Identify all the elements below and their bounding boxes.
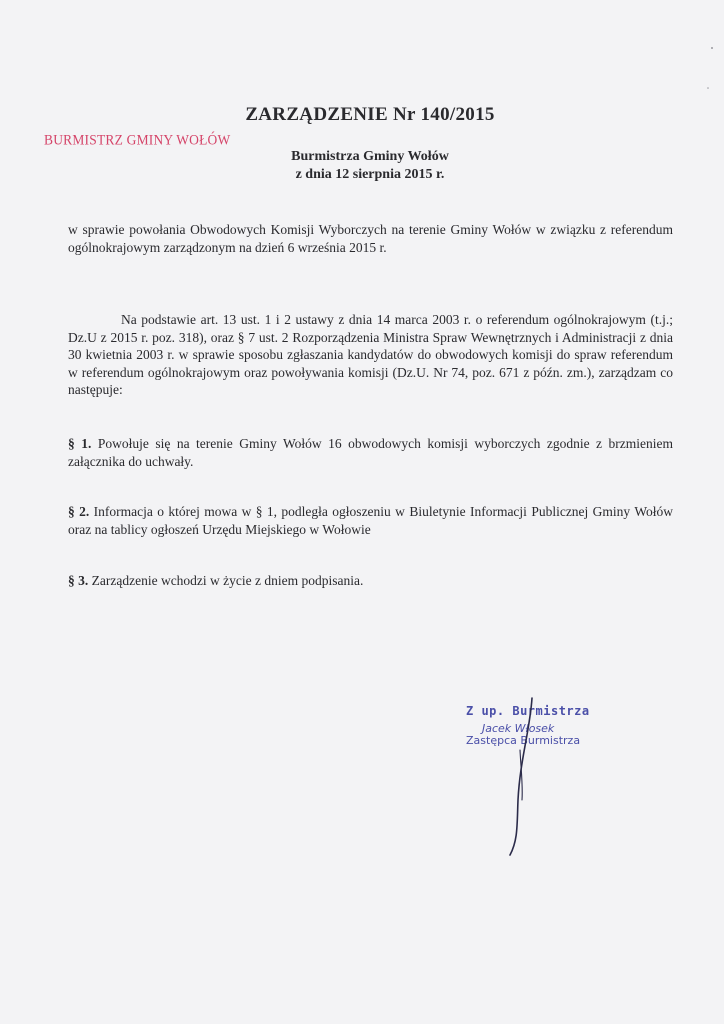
signature-stamp-name: Jacek Włosek — [482, 722, 555, 735]
header-stamp: BURMISTRZ GMINY WOŁÓW — [44, 131, 231, 148]
signature-stamp-role: Zastępca Burmistrza — [466, 734, 581, 747]
scan-smudge-icon — [700, 40, 720, 100]
document-title: ZARZĄDZENIE Nr 140/2015 — [245, 104, 495, 125]
handwritten-signature-icon — [490, 690, 550, 865]
section-2-text: Informacja o której mowa w § 1, podległa ogłoszeniu w Biuletynie Informacji Publicznej Gminy Wołów oraz na tablicy ogłoszeń Urzędu Miejskiego w Wołowie — [68, 504, 673, 537]
section-3-marker: § 3. — [68, 573, 89, 588]
section-1-text: Powołuje się na terenie Gminy Wołów 16 obwodowych komisji wyborczych zgodnie z brzmieniem załącznika do uchwały. — [68, 436, 673, 469]
section-3-text: Zarządzenie wchodzi w życie z dniem podpisania. — [88, 573, 364, 588]
subject-paragraph: w sprawie powołania Obwodowych Komisji Wyborczych na terenie Gminy Wołów w związku z referendum ogólnokrajowym zarządzonym na dzień 6 września 2015 r. — [68, 222, 673, 255]
signature-stamp-line-1: Z up. Burmistrza — [466, 704, 590, 718]
document-date: z dnia 12 sierpnia 2015 r. — [295, 167, 445, 182]
section-1 — [68, 435, 673, 470]
section-3 — [68, 572, 673, 590]
section-1-marker: § 1. — [68, 436, 92, 451]
document-issuer: Burmistrza Gminy Wołów — [291, 149, 449, 164]
section-2 — [68, 503, 673, 538]
section-2-marker: § 2. — [68, 504, 90, 519]
legal-basis-paragraph: Na podstawie art. 13 ust. 1 i 2 ustawy z dnia 14 marca 2003 r. o referendum ogólnokrajowym (t.j.; Dz.U z 2015 r. poz. 318), oraz § 7 ust. 2 Rozporządzenia Ministra Spraw Wewnętrznych i Administracji z dnia 30 kwietnia 2003 r. w sprawie sposobu zgłaszania kandydatów do obwodowych komisji do spraw referendum w referendum ogólnokrajowym oraz powoływania komisji (Dz.U. Nr 74, poz. 671 z późn. zm.), zarządzam co następuje: — [68, 312, 673, 397]
